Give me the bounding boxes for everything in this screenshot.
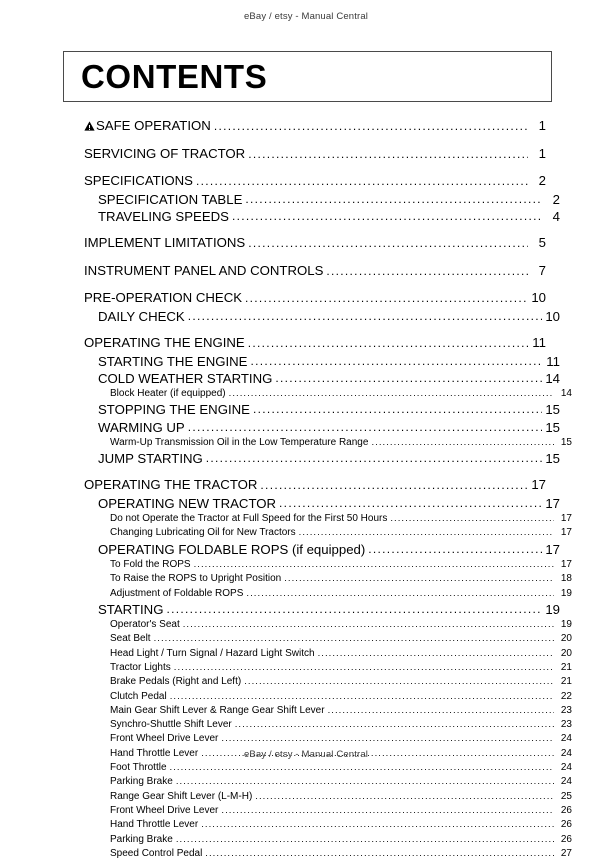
- toc-entry[interactable]: [110, 587, 572, 601]
- toc-entry-label: [110, 632, 154, 646]
- toc-entry-text: STOPPING THE ENGINE: [98, 402, 250, 418]
- toc-entry-label: [98, 419, 188, 436]
- toc-entry-text: DAILY CHECK: [98, 308, 185, 324]
- toc-dot-leader: [253, 405, 542, 418]
- toc-entry-label: [84, 476, 260, 495]
- toc-entry[interactable]: [98, 495, 560, 512]
- toc-dot-leader: [279, 499, 542, 512]
- toc-entry-label: [110, 704, 328, 718]
- toc-entry[interactable]: [98, 601, 560, 618]
- contents-title-box: [63, 51, 552, 102]
- toc-entry-text: Parking Brake: [110, 776, 173, 788]
- toc-entry-label: [98, 450, 206, 467]
- toc-page-number: 14: [545, 370, 560, 386]
- toc-dot-leader: [154, 637, 554, 647]
- toc-entry-text: Clutch Pedal: [110, 690, 167, 702]
- toc-entry[interactable]: [110, 572, 572, 586]
- toc-dot-leader: [188, 423, 542, 436]
- toc-entry-label: [110, 761, 170, 775]
- toc-dot-leader: [245, 295, 528, 308]
- toc-entry[interactable]: [84, 289, 546, 308]
- toc-entry-text: OPERATING THE ENGINE: [84, 335, 245, 351]
- toc-entry[interactable]: [110, 558, 572, 572]
- toc-entry-text: Block Heater (if equipped): [110, 388, 226, 400]
- toc-dot-leader: [170, 694, 554, 704]
- toc-page-number: 23: [560, 704, 572, 716]
- toc-page-number: 27: [560, 847, 572, 859]
- toc-entry[interactable]: [110, 732, 572, 746]
- toc-entry-text: STARTING: [98, 601, 164, 617]
- toc-entry[interactable]: [98, 353, 560, 370]
- toc-entry-label: [110, 718, 235, 732]
- toc-page-number: 22: [560, 690, 572, 702]
- toc-entry[interactable]: [110, 647, 572, 661]
- toc-dot-leader: [299, 531, 554, 541]
- toc-dot-leader: [245, 195, 542, 208]
- toc-entry-text: PRE-OPERATION CHECK: [84, 290, 243, 306]
- toc-entry[interactable]: [84, 334, 546, 353]
- toc-entry-label: [84, 289, 245, 308]
- toc-dot-leader: [371, 440, 554, 450]
- toc-dot-leader: [318, 651, 554, 661]
- toc-page-number: 11: [546, 353, 560, 369]
- toc-entry-label: [110, 512, 390, 526]
- toc-page-number: 11: [532, 335, 546, 351]
- toc-entry-label: [110, 526, 299, 540]
- toc-entry-label: [98, 191, 245, 208]
- toc-page-number: 17: [531, 477, 546, 493]
- toc-dot-leader: [248, 240, 528, 253]
- warning-triangle-icon: [84, 121, 95, 131]
- toc-entry-text: Warm-Up Transmission Oil in the Low Temperature Range: [110, 436, 369, 448]
- toc-dot-leader: [326, 267, 528, 280]
- toc-entry-label: [98, 601, 166, 618]
- toc-entry-label: [110, 833, 176, 847]
- toc-entry[interactable]: [84, 172, 546, 191]
- toc-entry[interactable]: [84, 476, 546, 495]
- toc-dot-leader: [248, 150, 528, 163]
- toc-entry[interactable]: [84, 262, 546, 281]
- toc-page-number: 15: [545, 451, 560, 467]
- toc-page-number: 2: [552, 191, 560, 207]
- toc-entry[interactable]: [98, 401, 560, 418]
- toc-entry[interactable]: [110, 690, 572, 704]
- toc-page-number: 15: [545, 419, 560, 435]
- toc-entry-label: [110, 572, 284, 586]
- toc-page-number: 1: [538, 118, 546, 133]
- toc-dot-leader: [368, 545, 542, 558]
- toc-page-number: 24: [560, 762, 572, 774]
- toc-entry-text: Hand Throttle Lever: [110, 819, 199, 831]
- toc-page-number: 17: [545, 541, 560, 557]
- toc-page-number: 19: [560, 587, 572, 599]
- toc-dot-leader: [260, 482, 528, 495]
- toc-dot-leader: [229, 391, 554, 401]
- toc-page-number: 17: [560, 527, 572, 539]
- toc-entry-label: [98, 370, 275, 387]
- toc-entry-label: [110, 732, 221, 746]
- page-title: CONTENTS: [81, 58, 268, 95]
- toc-entry-text: Synchro-Shuttle Shift Lever: [110, 719, 232, 731]
- toc-entry-label: [84, 117, 214, 136]
- toc-entry-text: OPERATING NEW TRACTOR: [98, 495, 277, 511]
- toc-dot-leader: [244, 680, 554, 690]
- toc-page-number: 1: [538, 145, 546, 161]
- toc-entry-label: [98, 541, 368, 558]
- toc-entry[interactable]: [110, 675, 572, 689]
- toc-entry-text: Brake Pedals (Right and Left): [110, 676, 242, 688]
- toc-entry-label: [110, 775, 176, 789]
- toc-entry-text: Speed Control Pedal: [110, 847, 203, 859]
- toc-entry[interactable]: [110, 704, 572, 718]
- toc-dot-leader: [188, 312, 542, 325]
- toc-dot-leader: [328, 708, 554, 718]
- toc-entry-label: [98, 308, 188, 325]
- toc-entry-label: [84, 234, 248, 253]
- toc-entry[interactable]: [110, 387, 572, 401]
- toc-entry[interactable]: [110, 833, 572, 847]
- toc-entry[interactable]: [98, 191, 560, 208]
- toc-dot-leader: [176, 837, 554, 847]
- toc-entry-text: Operator's Seat: [110, 619, 180, 631]
- toc-entry[interactable]: [98, 419, 560, 436]
- toc-entry-text: Front Wheel Drive Lever: [110, 804, 219, 816]
- toc-entry-text: To Fold the ROPS: [110, 558, 191, 570]
- toc-entry[interactable]: [110, 632, 572, 646]
- toc-entry-text: SPECIFICATION TABLE: [98, 191, 243, 207]
- toc-dot-leader: [206, 454, 542, 467]
- toc-dot-leader: [205, 851, 554, 861]
- toc-dot-leader: [275, 374, 542, 387]
- toc-entry[interactable]: [110, 818, 572, 832]
- toc-entry-label: [110, 690, 170, 704]
- toc-entry-text: Range Gear Shift Lever (L-M-H): [110, 790, 253, 802]
- toc-entry-text: Head Light / Turn Signal / Hazard Light Switch: [110, 647, 315, 659]
- toc-entry-label: [110, 675, 244, 689]
- toc-page-number: 24: [560, 776, 572, 788]
- toc-dot-leader: [194, 562, 554, 572]
- toc-dot-leader: [284, 577, 554, 587]
- toc-entry[interactable]: [110, 804, 572, 818]
- toc-dot-leader: [255, 794, 554, 804]
- toc-page-number: 2: [538, 173, 546, 189]
- toc-entry-text: WARMING UP: [98, 419, 185, 435]
- toc-page-number: 24: [560, 747, 572, 759]
- toc-page-number: 26: [560, 804, 572, 816]
- toc-entry-text: SAFE OPERATION: [96, 118, 211, 133]
- toc-entry-text: Seat Belt: [110, 633, 151, 645]
- toc-entry[interactable]: [84, 117, 546, 136]
- toc-entry-label: [110, 661, 174, 675]
- toc-entry-text: OPERATING FOLDABLE ROPS (if equipped): [98, 541, 366, 557]
- toc-entry-label: [110, 587, 246, 601]
- toc-entry-text: SERVICING OF TRACTOR: [84, 145, 246, 161]
- toc-entry[interactable]: [110, 775, 572, 789]
- toc-page-number: 10: [531, 290, 546, 306]
- toc-entry-text: Parking Brake: [110, 833, 173, 845]
- toc-entry[interactable]: [98, 208, 560, 225]
- toc-dot-leader: [183, 622, 554, 632]
- toc-entry[interactable]: [110, 847, 572, 861]
- toc-dot-leader: [246, 591, 554, 601]
- toc-dot-leader: [196, 178, 528, 191]
- toc-entry-text: Adjustment of Foldable ROPS: [110, 587, 244, 599]
- toc-dot-leader: [170, 765, 554, 775]
- toc-page-number: 4: [552, 208, 560, 224]
- toc-page-number: 19: [545, 601, 560, 617]
- toc-dot-leader: [221, 737, 554, 747]
- toc-entry-label: [84, 145, 248, 164]
- toc-entry-label: [84, 262, 326, 281]
- toc-entry-label: [110, 804, 221, 818]
- toc-entry[interactable]: [110, 718, 572, 732]
- toc-page-number: 20: [560, 647, 572, 659]
- toc-entry[interactable]: [110, 512, 572, 526]
- toc-page-number: 26: [560, 819, 572, 831]
- running-header: eBay / etsy - Manual Central: [243, 11, 369, 22]
- toc-entry-label: [110, 558, 194, 572]
- toc-page-number: 26: [560, 833, 572, 845]
- toc-page-number: 17: [545, 495, 560, 511]
- toc-dot-leader: [390, 516, 554, 526]
- toc-entry-label: [110, 618, 183, 632]
- toc-entry-text: JUMP STARTING: [98, 451, 203, 467]
- toc-page-number: 21: [560, 676, 572, 688]
- toc-page-number: 14: [560, 388, 572, 400]
- toc-entry-text: TRAVELING SPEEDS: [98, 208, 229, 224]
- toc-entry-label: [98, 353, 250, 370]
- toc-entry[interactable]: [110, 526, 572, 540]
- toc-entry[interactable]: [110, 761, 572, 775]
- toc-entry[interactable]: [110, 661, 572, 675]
- toc-entry-label: [110, 387, 229, 401]
- toc-entry-label: [110, 818, 201, 832]
- toc-entry-text: OPERATING THE TRACTOR: [84, 477, 258, 493]
- toc-entry-label: [110, 436, 371, 450]
- toc-entry-text: Hand Throttle Lever: [110, 747, 199, 759]
- toc-entry[interactable]: [110, 436, 572, 450]
- toc-entry-label: [98, 495, 279, 512]
- toc-page-number: 19: [560, 619, 572, 631]
- toc-entry-label: [110, 647, 318, 661]
- toc-page-number: 21: [560, 661, 572, 673]
- toc-entry-text: INSTRUMENT PANEL AND CONTROLS: [84, 262, 324, 278]
- toc-entry-label: [84, 334, 248, 353]
- toc-page-number: 15: [545, 402, 560, 418]
- toc-entry-text: To Raise the ROPS to Upright Position: [110, 573, 282, 585]
- toc-entry-text: Front Wheel Drive Lever: [110, 733, 219, 745]
- toc-entry[interactable]: [98, 450, 560, 467]
- toc-page-number: 10: [545, 308, 560, 324]
- toc-dot-leader: [248, 340, 528, 353]
- toc-page-number: 23: [560, 719, 572, 731]
- toc-entry-text: Main Gear Shift Lever & Range Gear Shift Lever: [110, 704, 325, 716]
- toc-dot-leader: [235, 722, 554, 732]
- toc-dot-leader: [166, 605, 542, 618]
- toc-dot-leader: [176, 780, 554, 790]
- toc-dot-leader: [201, 823, 554, 833]
- toc-entry-text: Foot Throttle: [110, 762, 167, 774]
- toc-dot-leader: [174, 665, 554, 675]
- toc-page-number: 24: [560, 733, 572, 745]
- running-footer: eBay / etsy - Manual Central: [243, 749, 369, 760]
- toc-entry[interactable]: [84, 145, 546, 164]
- toc-entry-label: [84, 172, 196, 191]
- toc-page-number: 20: [560, 633, 572, 645]
- toc-page-number: 18: [560, 573, 572, 585]
- toc-entry[interactable]: [98, 541, 560, 558]
- toc-page-number: 7: [538, 262, 546, 278]
- toc-entry[interactable]: [84, 234, 546, 253]
- toc-dot-leader: [214, 122, 528, 135]
- toc-entry-label: [98, 208, 232, 225]
- toc-dot-leader: [221, 808, 554, 818]
- toc-entry[interactable]: [98, 308, 560, 325]
- toc-entry-text: Do not Operate the Tractor at Full Speed for the First 50 Hours: [110, 513, 388, 525]
- toc-page-number: 17: [560, 558, 572, 570]
- toc-entry-text: Changing Lubricating Oil for New Tractors: [110, 527, 296, 539]
- toc-entry-text: Tractor Lights: [110, 661, 171, 673]
- toc-entry-label: [110, 847, 205, 861]
- toc-entry-text: SPECIFICATIONS: [84, 173, 193, 189]
- toc-entry-text: IMPLEMENT LIMITATIONS: [84, 235, 246, 251]
- toc-dot-leader: [232, 212, 542, 225]
- toc-dot-leader: [250, 357, 542, 370]
- toc-page-number: 15: [560, 436, 572, 448]
- toc-entry-text: COLD WEATHER STARTING: [98, 370, 273, 386]
- toc-entry-label: [98, 401, 253, 418]
- toc-entry[interactable]: [98, 370, 560, 387]
- toc-entry[interactable]: [110, 618, 572, 632]
- toc-page-number: 5: [538, 235, 546, 251]
- toc-entry-text: STARTING THE ENGINE: [98, 353, 248, 369]
- toc-page-number: 17: [560, 513, 572, 525]
- toc-page-number: 25: [560, 790, 572, 802]
